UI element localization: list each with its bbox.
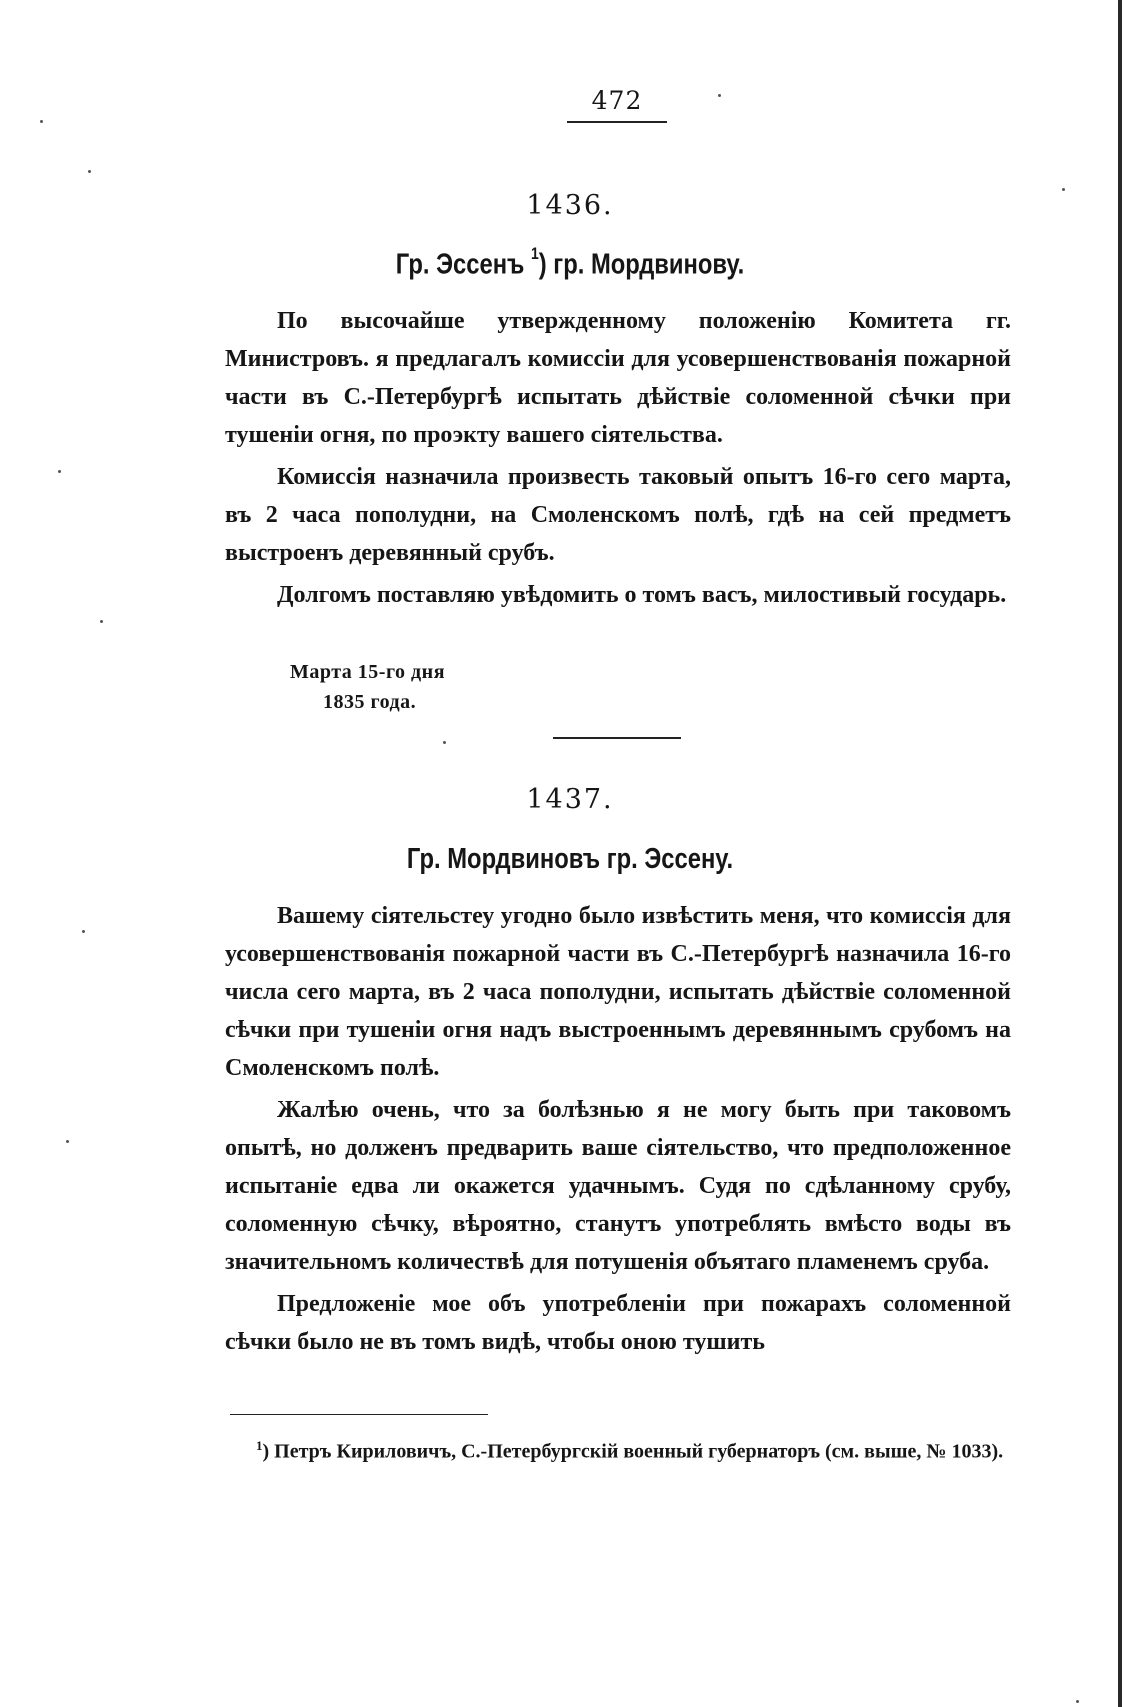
signature-date [290, 657, 445, 717]
heading-text-cont: ) гр. Мордвинову. [538, 248, 745, 281]
document-number-1437: 1437. [526, 784, 614, 815]
scan-speck [100, 620, 103, 623]
footnote-marker: 1 [256, 1438, 263, 1453]
footnote [228, 1430, 1014, 1468]
section-divider [553, 737, 681, 739]
page-number-rule [567, 121, 667, 123]
document-number-1436: 1436. [526, 190, 614, 221]
year-line: 1835 года. [323, 691, 417, 713]
scan-speck [40, 120, 43, 123]
paragraph: Жалѣю очень, что за болѣзнью я не могу быть при таковомъ опытѣ, но долженъ предварить ваше сіятельство, что предположенное испытаніе едва ли окажется удачнымъ. Судя по сдѣланному срубу, соломенную сѣчку, вѣроятно, станутъ употреблять вмѣсто воды въ значительномъ количествѣ для потушенія объятаго пламенемъ сруба. [225, 1097, 1011, 1275]
paragraph: Комиссія назначила произвесть таковый опытъ 16-го сего марта, въ 2 часа пополудни, на Смоленскомъ полѣ, гдѣ на сей предметъ выстроенъ деревянный срубъ. [225, 464, 1011, 566]
scan-speck [82, 930, 85, 933]
document-body-1437 [225, 897, 1011, 1361]
heading-text: Гр. Эссенъ [395, 248, 532, 281]
paragraph: Предложеніе мое объ употребленіи при пожарахъ соломенной сѣчки было не въ томъ видѣ, чтобы оною тушить [225, 1291, 1011, 1355]
scan-speck [66, 1140, 69, 1143]
scan-speck [58, 470, 61, 473]
page-number: 472 [591, 86, 643, 115]
document-body-1436 [225, 302, 1011, 614]
binding-edge [1118, 0, 1122, 1707]
footnote-marker: 1 [531, 244, 539, 263]
scan-speck [1076, 1700, 1079, 1703]
scan-speck [88, 170, 91, 173]
document-heading-1437: Гр. Мордвиновъ гр. Эссену. [406, 843, 734, 875]
paragraph: По высочайше утвержденному положенію Комитета гг. Министровъ. я предлагалъ комиссіи для усовершенствованія пожарной части въ С.-Петербургѣ испытать дѣйствіе соломенной сѣчки при тушеніи огня, по проэкту вашего сіятельства. [225, 308, 1011, 448]
paragraph: Долгомъ поставляю увѣдомить о томъ васъ, милостивый государь. [277, 582, 1007, 608]
scan-speck [443, 741, 446, 744]
scan-speck [718, 94, 721, 97]
footnote-text: ) Петръ Кириловичъ, С.-Петербургскій военный губернаторъ (см. выше, № 1033). [262, 1440, 1004, 1463]
footnote-rule [230, 1414, 488, 1415]
document-heading-1436 [103, 244, 1038, 282]
scan-speck [1062, 188, 1065, 191]
paragraph: Вашему сіятельстеу угодно было извѣстить меня, что комиссія для усовершенствованія пожарной части въ С.-Петербургѣ назначила 16-го числа сего марта, въ 2 часа пополудни, испытать дѣйствіе соломенной сѣчки при тушеніи огня надъ выстроеннымъ деревяннымъ срубомъ на Смоленскомъ полѣ. [225, 903, 1011, 1081]
date-line: Марта 15-го дня [290, 661, 446, 683]
